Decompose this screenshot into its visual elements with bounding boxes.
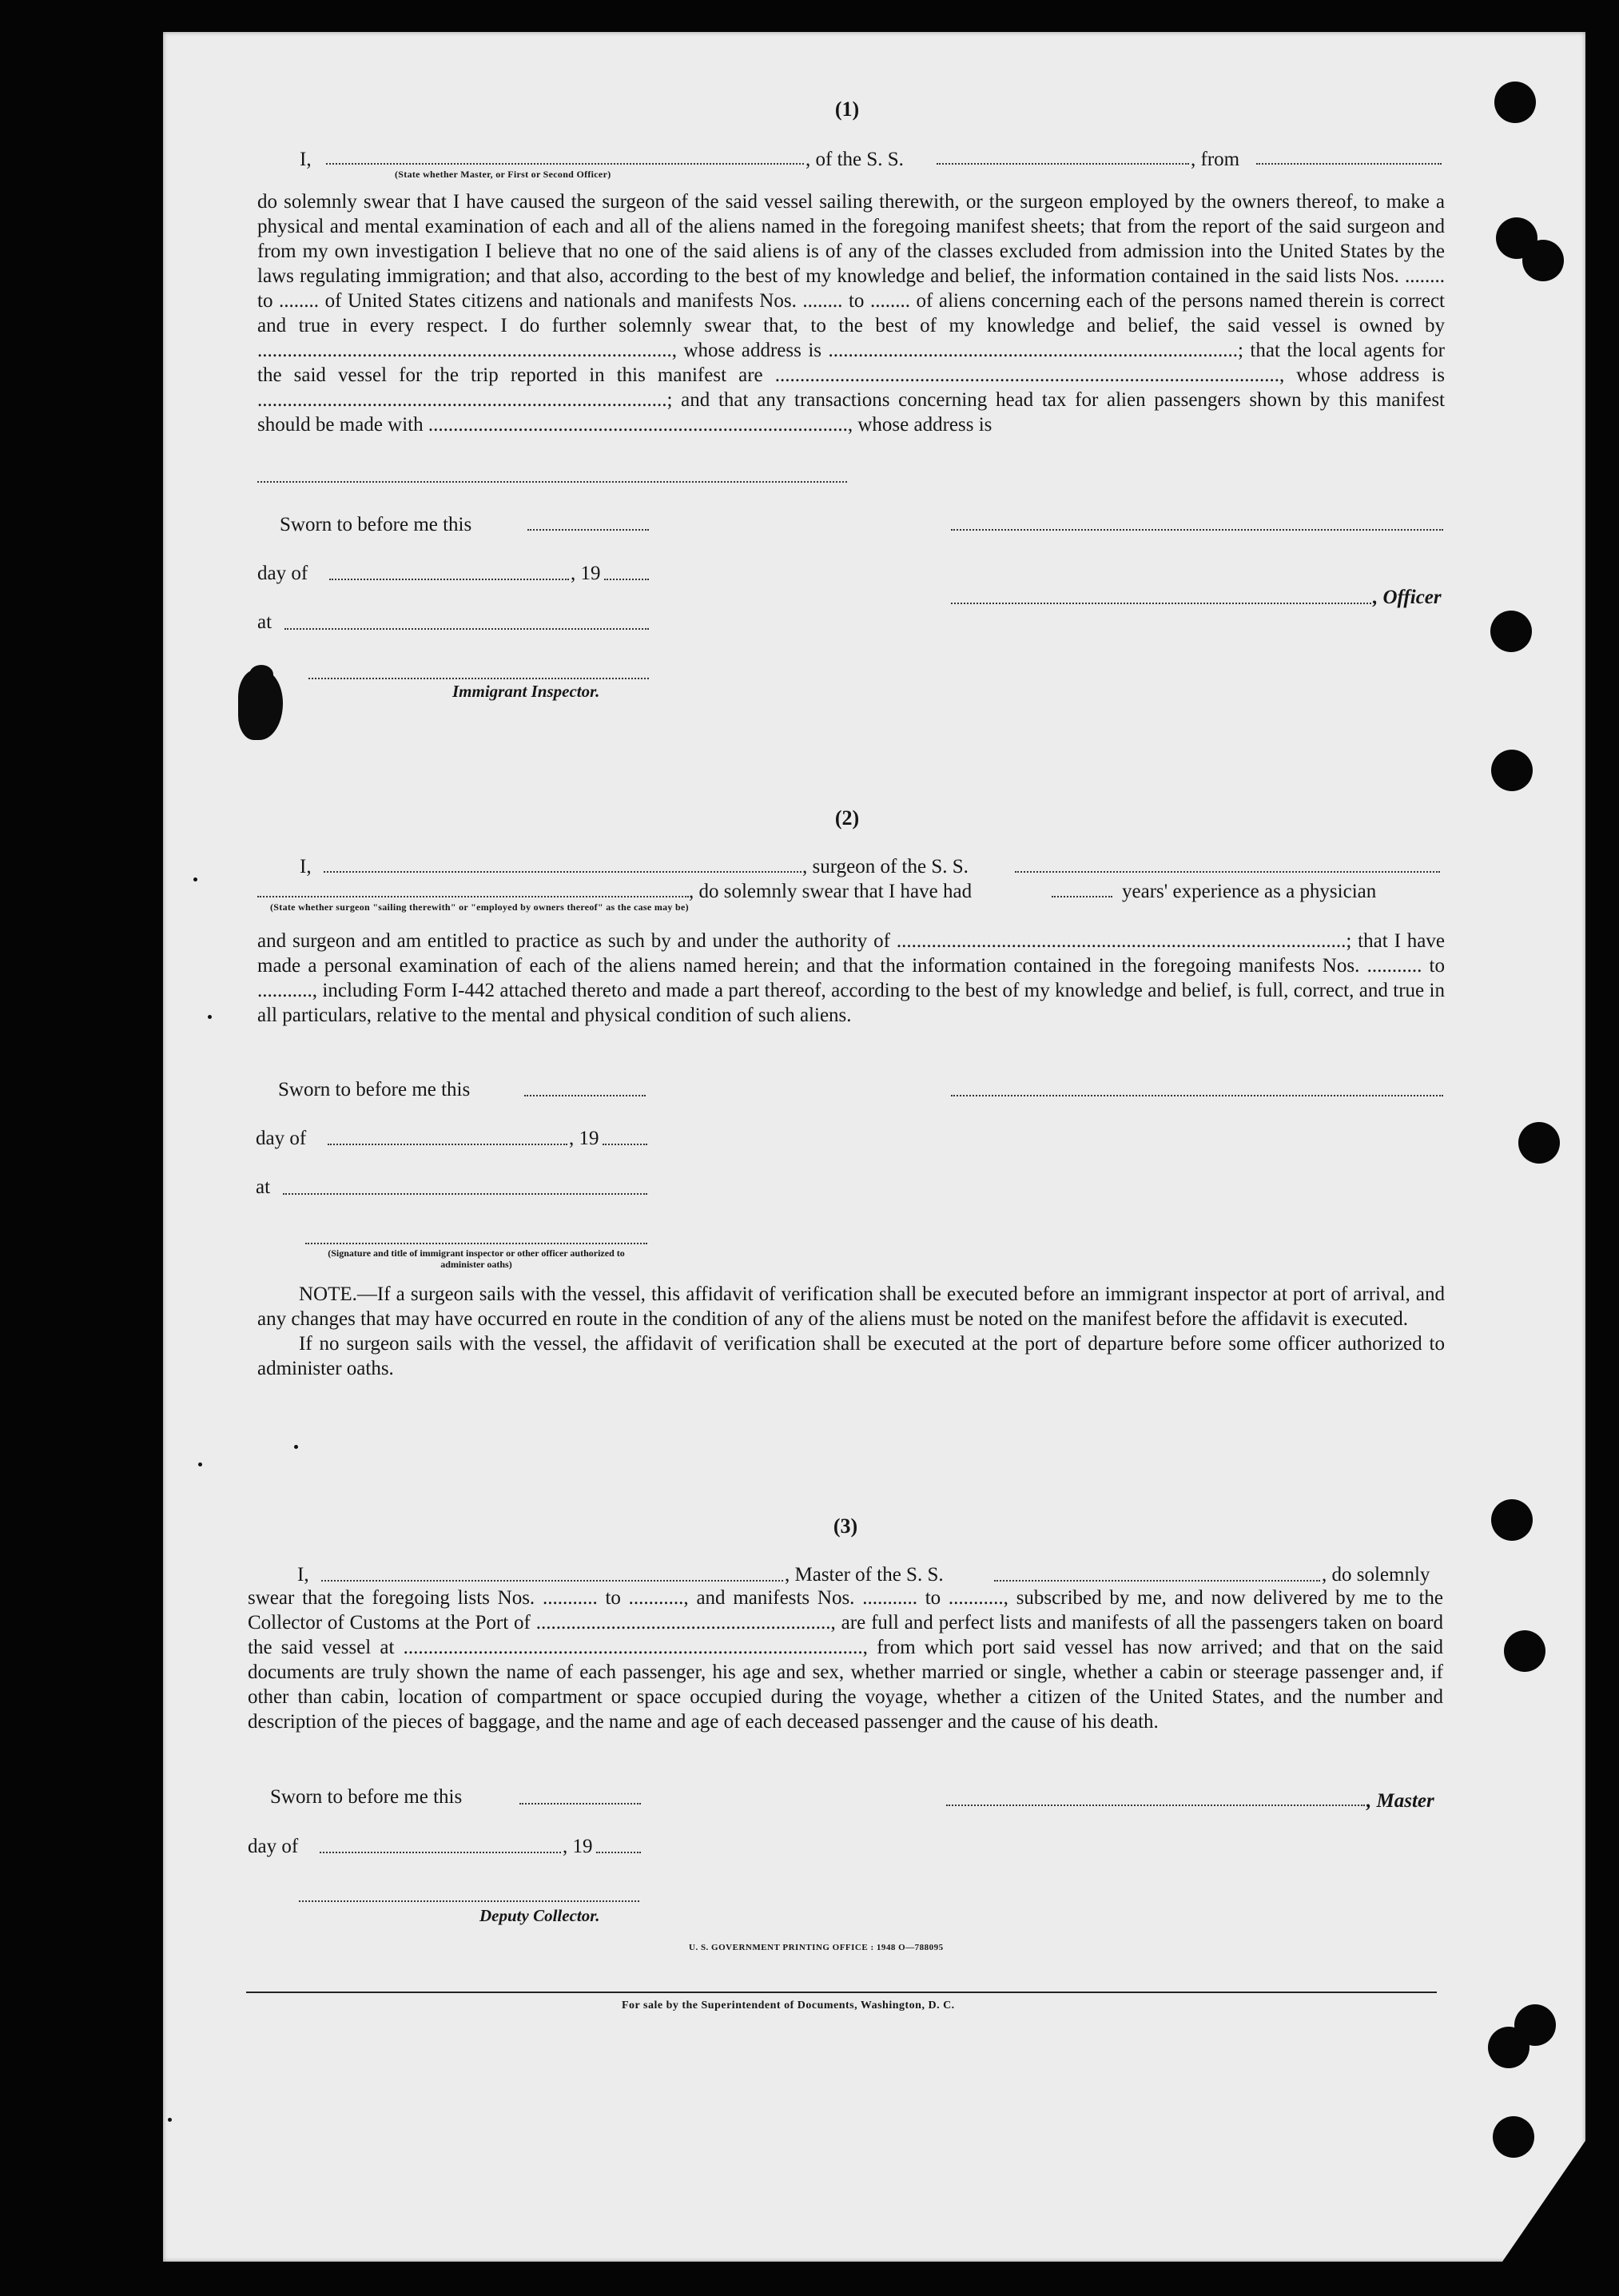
years-physician-label: years' experience as a physician — [1122, 881, 1377, 902]
section-1-oath-text — [257, 189, 1445, 437]
month-field[interactable] — [320, 1852, 561, 1853]
vessel-name-field[interactable] — [994, 1580, 1320, 1582]
place-field[interactable] — [284, 628, 649, 630]
section-2-oath-body: and surgeon and am entitled to practice as such by and under the authority of ..........................................................................................; that I have made a personal examination of each of the aliens named herein; and that the information contained in the foregoing manifests Nos. ........... to ..........., including Form I-442 attached thereto and made a part thereof, according to the best of my knowledge and belief, is full, correct, and true in all particulars, relative to the mental and physical condition of such aliens. — [257, 930, 1445, 1026]
agent-address-field[interactable] — [257, 481, 847, 483]
day-of-label: day of — [256, 1128, 307, 1149]
day-of-label: day of — [248, 1836, 299, 1857]
year-label: , 19 — [563, 1836, 593, 1857]
surgeon-status-field[interactable] — [257, 896, 689, 897]
binder-hole — [1494, 82, 1536, 123]
witness-caption: (Signature and title of immigrant inspector or other officer authorized to administer oaths) — [328, 1247, 625, 1270]
printing-office-imprint: U. S. GOVERNMENT PRINTING OFFICE : 1948 O—788095 — [689, 1943, 944, 1952]
do-solemnly-label: , do solemnly — [1322, 1564, 1430, 1586]
swear-experience-label: , do solemnly swear that I have had — [689, 881, 973, 902]
surgeon-status-caption: (State whether surgeon "sailing therewith" or "employed by owners thereof" as the case may be) — [270, 901, 689, 913]
officer-signature-line[interactable] — [951, 529, 1443, 531]
surgeon-note — [257, 1282, 1445, 1381]
binder-hole — [1522, 240, 1564, 281]
year-field[interactable] — [604, 579, 649, 580]
year-field[interactable] — [596, 1852, 641, 1853]
binder-hole — [1518, 1122, 1560, 1164]
collector-title: Deputy Collector. — [479, 1906, 600, 1925]
officer-rank-caption: (State whether Master, or First or Second Officer) — [395, 169, 611, 180]
officer-title: , Officer — [1373, 587, 1442, 608]
year-label: , 19 — [571, 563, 601, 584]
sworn-date-field[interactable] — [519, 1803, 641, 1805]
note-paragraph-1: NOTE.—If a surgeon sails with the vessel, this affidavit of verification shall be executed before an immigrant inspector at port of arrival, and any changes that may have occurred en route in the condition of any of the aliens must be noted on the manifest before the affidavit is executed. — [257, 1283, 1445, 1330]
year-label: , 19 — [569, 1128, 599, 1149]
section-3-oath-text — [248, 1586, 1443, 1734]
binder-hole — [1504, 1630, 1545, 1672]
departure-port-field[interactable] — [1256, 163, 1442, 165]
section-2-heading: (2) — [834, 806, 860, 830]
surgeon-name-field[interactable] — [324, 871, 802, 873]
officer-name-line[interactable] — [951, 603, 1371, 604]
collector-signature-line[interactable] — [299, 1900, 639, 1902]
section-3-heading: (3) — [833, 1514, 858, 1538]
oath-opening: I, — [300, 856, 312, 877]
place-field[interactable] — [283, 1193, 647, 1195]
sale-notice: For sale by the Superintendent of Documents, Washington, D. C. — [622, 2000, 955, 2011]
speck — [168, 2118, 172, 2122]
master-signature-line[interactable] — [946, 1805, 1365, 1806]
speck — [198, 1462, 202, 1466]
witness-signature-line[interactable] — [305, 1243, 647, 1244]
inspector-title: Immigrant Inspector. — [452, 682, 600, 701]
speck — [193, 877, 197, 881]
from-label: , from — [1191, 149, 1240, 170]
sworn-label: Sworn to before me this — [270, 1786, 463, 1808]
master-title: , Master — [1366, 1790, 1434, 1812]
master-vessel-label: , Master of the S. S. — [785, 1564, 944, 1586]
section-2-oath-text — [257, 929, 1445, 1028]
section-3-oath-body: swear that the foregoing lists Nos. ........... to ..........., and manifests Nos. ........... to ..........., subscribed by me, and now delivered by me to the Collector of Customs at the Port of ..........................................................., are full and perfect lists and manifests of all the passengers taken on board the said vessel at ............................................................................................, from which port said vessel has now arrived; and that on the said documents are truly shown the name of each passenger, his age and sex, whether married or single, whether a cabin or steerage passenger and, if other than cabin, location of compartment or space occupied during the voyage, whether a citizen of the United States, and the number and description of the pieces of baggage, and the name and age of each deceased passenger and the cause of his death. — [248, 1587, 1443, 1733]
oath-opening: I, — [300, 149, 312, 170]
oath-opening: I, — [297, 1564, 309, 1586]
section-1-oath-body: do solemnly swear that I have caused the surgeon of the said vessel sailing therewith, or the surgeon employed by the owners thereof, to make a physical and mental examination of each and all of the aliens named in the foregoing manifest sheets; that from the report of the said surgeon and from my own investigation I believe that no one of the said aliens is of any of the classes excluded from admission into the United States by the laws regulating immigration; and that also, according to the best of my knowledge and belief, the information contained in the said lists Nos. ........ to ........ of United States citizens and nationals and manifests Nos. ........ to ........ of aliens concerning each of the persons named therein is correct and true in every respect. I do further solemnly swear that, to the best of my knowledge and belief, the said vessel is owned by ..................................................................................., whose address is ..................................................................................; that the local agents for the said vessel for the trip reported in this manifest are ....................................................................................................., whose address is ..................................................................................; and that any transactions concerning head tax for alien passengers shown by this manifest should be made with ...................................................................................., whose address is — [257, 191, 1445, 436]
note-paragraph-2: If no surgeon sails with the vessel, the affidavit of verification shall be executed at the port of departure before some officer authorized to administer oaths. — [257, 1333, 1445, 1379]
binder-hole — [1491, 1499, 1533, 1541]
vessel-name-field[interactable] — [937, 163, 1189, 165]
sworn-date-field[interactable] — [527, 529, 649, 531]
binder-hole — [1491, 750, 1533, 791]
surgeon-signature-line[interactable] — [951, 1095, 1443, 1096]
years-experience-field[interactable] — [1052, 896, 1112, 897]
ink-smudge — [249, 665, 273, 684]
sworn-date-field[interactable] — [524, 1095, 646, 1096]
binder-hole — [1514, 2004, 1556, 2046]
officer-name-field[interactable] — [326, 163, 804, 165]
master-name-field[interactable] — [321, 1580, 783, 1582]
surgeon-vessel-label: , surgeon of the S. S. — [802, 856, 969, 877]
speck — [294, 1445, 298, 1449]
speck — [208, 1015, 212, 1019]
sworn-label: Sworn to before me this — [280, 514, 472, 535]
month-field[interactable] — [328, 1144, 567, 1145]
at-label: at — [257, 611, 272, 633]
binder-hole — [1493, 2116, 1534, 2158]
at-label: at — [256, 1176, 271, 1198]
month-field[interactable] — [329, 579, 569, 580]
binder-hole — [1490, 611, 1532, 652]
footer-rule — [246, 1992, 1437, 1993]
year-field[interactable] — [603, 1144, 647, 1145]
day-of-label: day of — [257, 563, 308, 584]
section-1-heading: (1) — [834, 97, 860, 121]
vessel-name-field[interactable] — [1015, 871, 1440, 873]
sworn-label: Sworn to before me this — [278, 1079, 471, 1100]
vessel-label: , of the S. S. — [806, 149, 904, 170]
